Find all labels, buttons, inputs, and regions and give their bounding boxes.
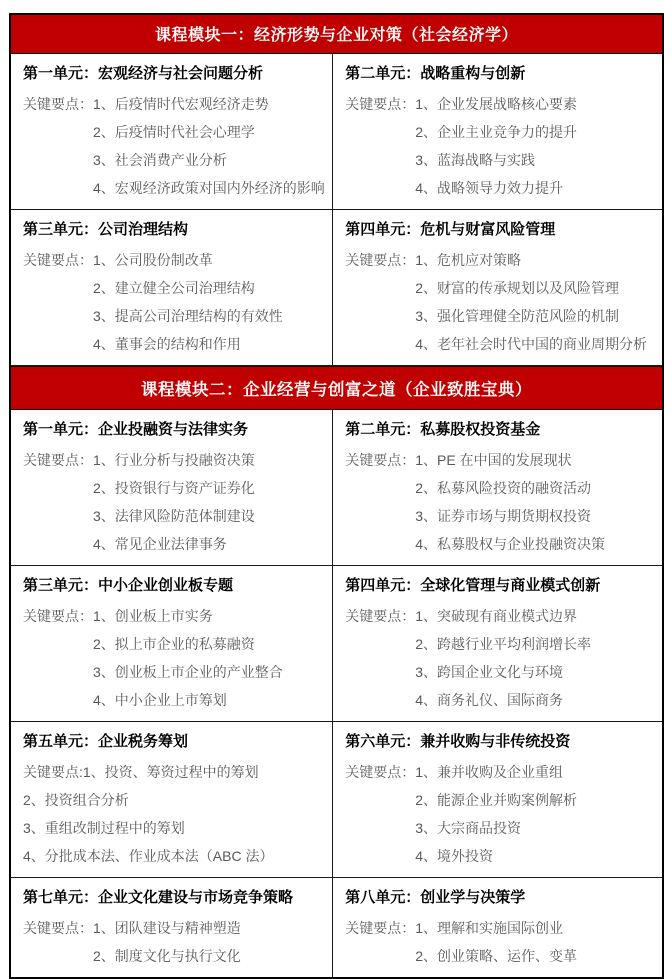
key-points-list <box>93 246 283 358</box>
key-point-item: 2、私募风险投资的融资活动 <box>415 480 592 496</box>
key-points-list <box>415 90 577 202</box>
key-points-list <box>415 758 577 870</box>
key-point-item: 1、行业分析与投融资决策 <box>93 452 255 468</box>
unit-cell-m2-u5 <box>11 722 333 877</box>
unit-title: 第六单元：兼并收购与非传统投资 <box>345 733 571 750</box>
key-points-label: 关键要点： <box>345 608 416 624</box>
unit-title: 第四单元：危机与财富风险管理 <box>345 221 556 238</box>
unit-cell-m1-u3 <box>11 210 333 365</box>
unit-cell-m1-u1 <box>11 54 333 209</box>
key-point-item: 1、创业板上市实务 <box>93 608 213 624</box>
key-points-label: 关键要点： <box>345 96 416 112</box>
key-point-item: 1、PE 在中国的发展现状 <box>415 452 572 468</box>
key-point-item: 3、社会消费产业分析 <box>93 152 227 168</box>
key-point-item: 3、强化管理健全防范风险的机制 <box>415 308 620 324</box>
key-point-item: 2、拟上市企业的私募融资 <box>93 636 255 652</box>
key-point-item: 2、制度文化与执行文化 <box>93 948 241 964</box>
unit-title: 第五单元：企业税务筹划 <box>23 733 189 750</box>
key-point-item: 2、企业主业竞争力的提升 <box>415 124 578 140</box>
key-point-item: 4、中小企业上市筹划 <box>93 692 227 708</box>
unit-cell-m2-u8 <box>333 878 662 977</box>
unit-title: 第一单元：企业投融资与法律实务 <box>23 421 249 438</box>
key-point-item: 4、常见企业法律事务 <box>93 536 227 552</box>
unit-cell-m2-u4 <box>333 566 662 721</box>
key-points-list <box>93 90 325 202</box>
course-table <box>9 13 664 979</box>
key-points <box>345 246 652 358</box>
key-points-list <box>415 602 591 714</box>
unit-title: 第二单元：私募股权投资基金 <box>345 421 541 438</box>
key-points <box>23 246 322 358</box>
unit-title: 第二单元：战略重构与创新 <box>345 65 526 82</box>
key-point-item: 2、建立健全公司治理结构 <box>93 280 255 296</box>
key-points-list <box>93 914 241 970</box>
unit-cell-m2-u7 <box>11 878 333 977</box>
key-point-item: 3、创业板上市企业的产业整合 <box>93 664 283 680</box>
key-point-item: 关键要点:1、投资、筹资过程中的筹划 <box>23 764 259 780</box>
key-point-item: 1、理解和实施国际创业 <box>415 920 564 936</box>
key-point-item: 4、董事会的结构和作用 <box>93 336 241 352</box>
key-points-label: 关键要点： <box>345 452 416 468</box>
key-point-item: 4、分批成本法、作业成本法（ABC 法） <box>23 848 274 864</box>
key-points <box>345 914 652 970</box>
key-point-item: 2、能源企业并购案例解析 <box>415 792 578 808</box>
unit-cell-m1-u4 <box>333 210 662 365</box>
key-point-item: 1、企业发展战略核心要素 <box>415 96 578 112</box>
key-points-label: 关键要点： <box>345 252 416 268</box>
unit-title: 第八单元：创业学与决策学 <box>345 889 526 906</box>
module-1-banner: 课程模块一：经济形势与企业对策（社会经济学） <box>11 15 662 54</box>
module-2-row-2 <box>11 566 662 722</box>
unit-cell-m2-u6 <box>333 722 662 877</box>
module-2-row-3 <box>11 722 662 878</box>
key-point-item: 3、提高公司治理结构的有效性 <box>93 308 283 324</box>
unit-cell-m1-u2 <box>333 54 662 209</box>
key-points <box>23 914 322 970</box>
key-points <box>345 758 652 870</box>
unit-title: 第三单元：公司治理结构 <box>23 221 189 238</box>
key-point-item: 1、团队建设与精神塑造 <box>93 920 241 936</box>
key-point-item: 3、重组改制过程中的筹划 <box>23 820 185 836</box>
unit-cell-m2-u1 <box>11 410 333 565</box>
key-points-list <box>93 602 283 714</box>
key-point-item: 1、兼并收购及企业重组 <box>415 764 564 780</box>
key-point-item: 3、证券市场与期货期权投资 <box>415 508 592 524</box>
key-point-item: 2、跨越行业平均利润增长率 <box>415 636 592 652</box>
key-point-item: 3、法律风险防范体制建设 <box>93 508 255 524</box>
key-point-item: 2、创业策略、运作、变革 <box>415 948 578 964</box>
key-points <box>23 758 322 870</box>
key-point-item: 1、后疫情时代宏观经济走势 <box>93 96 269 112</box>
key-points-label: 关键要点： <box>23 452 93 468</box>
key-points-list <box>93 446 255 558</box>
unit-title: 第三单元：中小企业创业板专题 <box>23 577 234 594</box>
unit-cell-m2-u3 <box>11 566 333 721</box>
module-2-row-1 <box>11 410 662 566</box>
key-points <box>345 602 652 714</box>
key-point-item: 1、突破现有商业模式边界 <box>415 608 578 624</box>
key-points-label: 关键要点： <box>23 608 93 624</box>
module-1-row-2 <box>11 210 662 366</box>
key-point-item: 2、财富的传承规划以及风险管理 <box>415 280 620 296</box>
unit-title: 第四单元：全球化管理与商业模式创新 <box>345 577 601 594</box>
key-point-item: 2、投资银行与资产证券化 <box>93 480 255 496</box>
key-points-label: 关键要点： <box>23 920 93 936</box>
key-points-list <box>23 758 273 870</box>
key-point-item: 3、跨国企业文化与环境 <box>415 664 564 680</box>
key-point-item: 2、投资组合分析 <box>23 792 129 808</box>
module-2-banner: 课程模块二：企业经营与创富之道（企业致胜宝典） <box>11 366 662 410</box>
key-points-label: 关键要点： <box>345 764 416 780</box>
key-point-item: 3、大宗商品投资 <box>415 820 522 836</box>
module-1-row-1 <box>11 54 662 210</box>
key-point-item: 4、老年社会时代中国的商业周期分析 <box>415 336 648 352</box>
unit-cell-m2-u2 <box>333 410 662 565</box>
key-points <box>23 90 325 202</box>
module-2-row-4 <box>11 878 662 977</box>
key-points <box>345 446 652 558</box>
unit-title: 第一单元：宏观经济与社会问题分析 <box>23 65 264 82</box>
key-point-item: 1、危机应对策略 <box>415 252 522 268</box>
key-point-item: 3、蓝海战略与实践 <box>415 152 536 168</box>
key-points <box>345 90 652 202</box>
key-point-item: 4、战略领导力效力提升 <box>415 180 564 196</box>
key-point-item: 1、公司股份制改革 <box>93 252 213 268</box>
key-point-item: 4、宏观经济政策对国内外经济的影响 <box>93 180 325 196</box>
key-points-label: 关键要点： <box>345 920 416 936</box>
key-point-item: 4、商务礼仪、国际商务 <box>415 692 564 708</box>
key-point-item: 4、私募股权与企业投融资决策 <box>415 536 606 552</box>
key-points-list <box>415 914 577 970</box>
unit-title: 第七单元：企业文化建设与市场竞争策略 <box>23 889 294 906</box>
key-points-label: 关键要点： <box>23 96 93 112</box>
key-points-list <box>415 446 605 558</box>
key-point-item: 2、后疫情时代社会心理学 <box>93 124 255 140</box>
key-points-list <box>415 246 647 358</box>
key-points <box>23 446 322 558</box>
key-points-label: 关键要点： <box>23 252 93 268</box>
key-point-item: 4、境外投资 <box>415 848 494 864</box>
key-points <box>23 602 322 714</box>
